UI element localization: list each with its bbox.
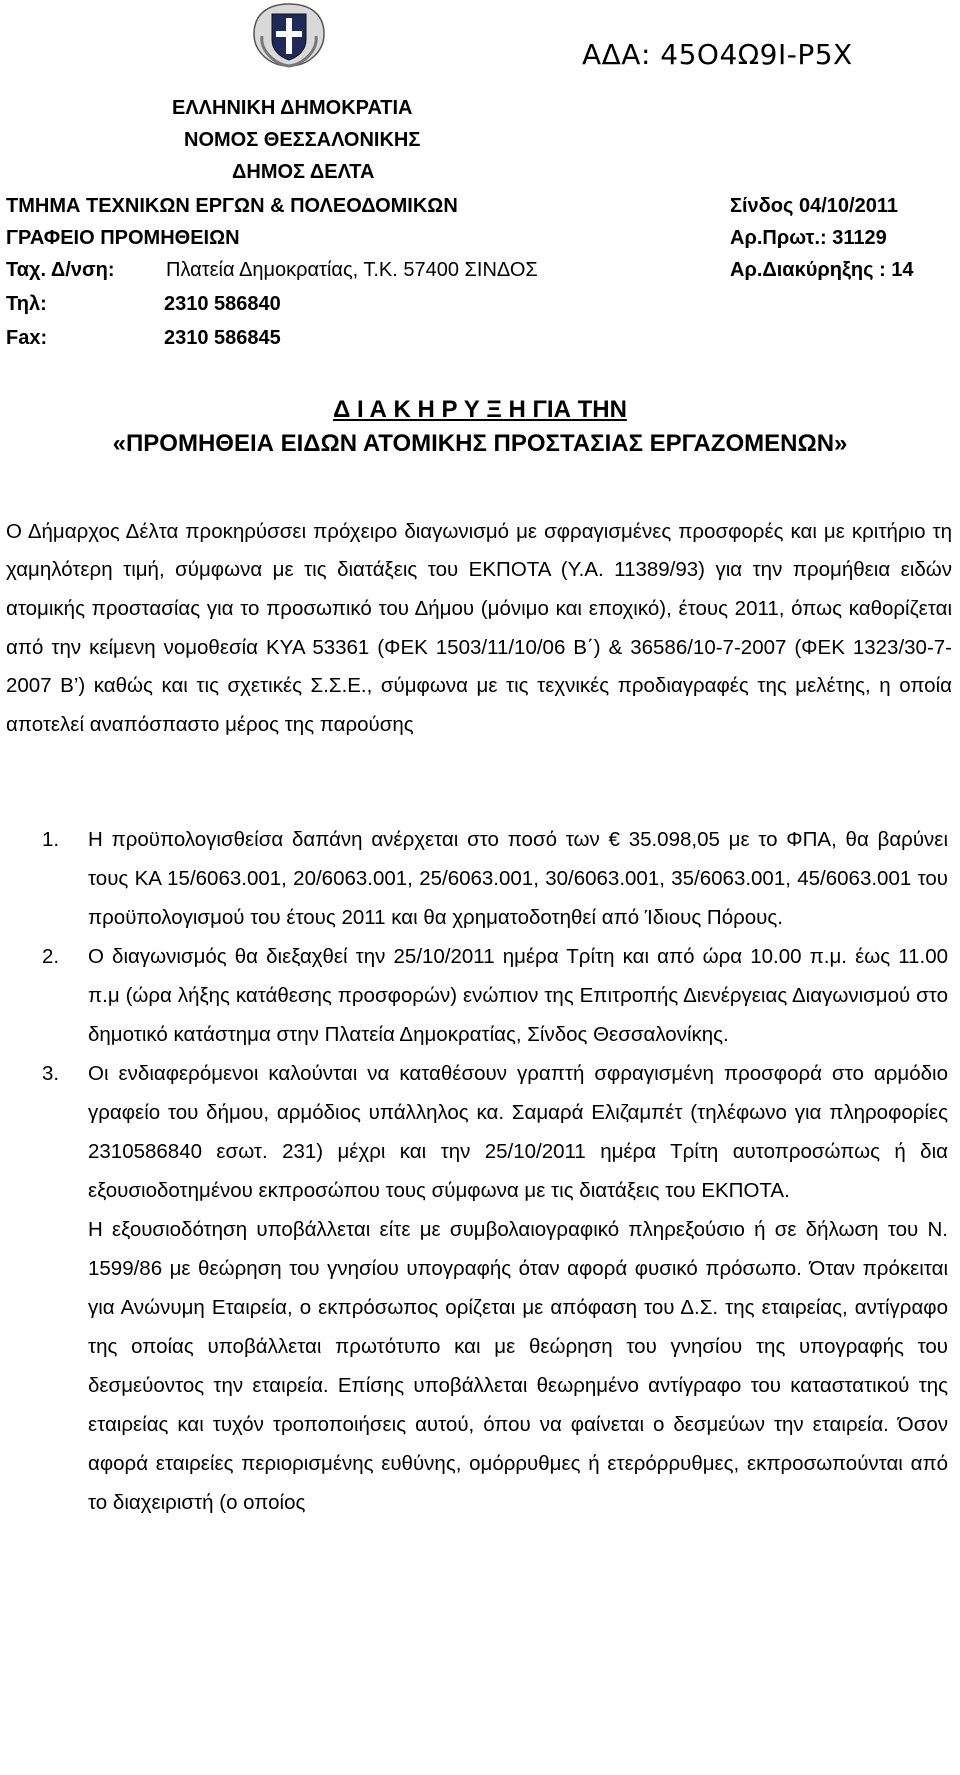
protocol-number: Αρ.Πρωτ.: 31129 bbox=[730, 227, 887, 249]
item-number: 2. bbox=[42, 945, 60, 968]
terms-list bbox=[0, 820, 960, 1522]
item-number: 1. bbox=[42, 828, 60, 851]
declaration-number: Αρ.Διακύρηξης : 14 bbox=[730, 259, 914, 281]
office-heading: ΓΡΑΦΕΙΟ ΠΡΟΜΗΘΕΙΩΝ bbox=[6, 227, 240, 249]
list-item bbox=[0, 1054, 948, 1522]
prefecture-heading: ΝΟΜΟΣ ΘΕΣΣΑΛΟΝΙΚΗΣ bbox=[184, 129, 421, 151]
fax-label: Fax: bbox=[6, 327, 48, 349]
list-item bbox=[0, 937, 948, 1054]
municipality-heading: ΔΗΜΟΣ ΔΕΛΤΑ bbox=[232, 161, 375, 183]
item-number: 3. bbox=[42, 1062, 60, 1085]
item-text-continued: Η εξουσιοδότηση υποβάλλεται είτε με συμβολαιογραφικό πληρεξούσιο ή σε δήλωση του Ν. 1599/86 με θεώρηση του γνησίου υπογραφής όταν αφορά φυσικό πρόσωπο. Όταν πρόκειται για Ανώνυμη Εταιρεία, ο εκπρόσωπος ορίζεται με απόφαση του Δ.Σ. της εταιρείας, αντίγραφο της οποίας υποβάλλεται πρωτότυπο και με θεώρηση του γνησίου της υπογραφής του δεσμεύοντος την εταιρεία. Επίσης υποβάλλεται θεωρημένο αντίγραφο του καταστατικού της εταιρείας και τυχόν τροποποιήσεις αυτού, όπου να φαίνεται ο δεσμεύων την εταιρεία. Όσον αφορά εταιρείες περιορισμένης ευθύνης, ομόρρυθμες ή ετερόρρυθμες, εκπροσωπούνται από το διαχειριστή (ο οποίος bbox=[88, 1218, 948, 1514]
republic-heading: ΕΛΛΗΝΙΚΗ ΔΗΜΟΚΡΑΤΙΑ bbox=[172, 97, 413, 119]
item-text: Η προϋπολογισθείσα δαπάνη ανέρχεται στο ποσό των € 35.098,05 με το ΦΠΑ, θα βαρύνει τους ΚΑ 15/6063.001, 20/6063.001, 25/6063.001, 30/6063.001, 35/6063.001, 45/6063.001 του προϋπολογισμού του έτους 2011 και θα χρηματοδοτηθεί από Ίδιους Πόρους. bbox=[88, 828, 948, 929]
fax-value: 2310 586845 bbox=[164, 327, 281, 349]
department-heading: ΤΜΗΜΑ ΤΕΧΝΙΚΩΝ ΕΡΓΩΝ & ΠΟΛΕΟΔΟΜΙΚΩΝ bbox=[6, 195, 458, 217]
phone-label: Τηλ: bbox=[6, 293, 47, 315]
item-text: Ο διαγωνισμός θα διεξαχθεί την 25/10/2011 ημέρα Τρίτη και από ώρα 10.00 π.μ. έως 11.00 π.μ (ώρα λήξης κατάθεσης προσφορών) ενώπιον της Επιτροπής Διενέργειας Διαγωνισμού στο δημοτικό κατάστημα στην Πλατεία Δημοκρατίας, Σίνδος Θεσσαλονίκης. bbox=[88, 945, 948, 1046]
list-item bbox=[0, 820, 948, 937]
document-subject: «ΠΡΟΜΗΘΕΙΑ ΕΙΔΩΝ ΑΤΟΜΙΚΗΣ ΠΡΟΣΤΑΣΙΑΣ ΕΡΓΑΖΟΜΕΝΩΝ» bbox=[112, 430, 848, 457]
document-title: Δ Ι Α Κ Η Ρ Υ Ξ Η ΓΙΑ ΤΗΝ bbox=[333, 396, 627, 423]
greek-coat-of-arms-emblem bbox=[248, 0, 330, 70]
phone-value: 2310 586840 bbox=[164, 293, 281, 315]
address-value: Πλατεία Δημοκρατίας, Τ.Κ. 57400 ΣΙΝΔΟΣ bbox=[166, 259, 538, 281]
item-text: Οι ενδιαφερόμενοι καλούνται να καταθέσουν γραπτή σφραγισμένη προσφορά στο αρμόδιο γραφείο του δήμου, αρμόδιος υπάλληλος κα. Σαμαρά Ελιζαμπέτ (τηλέφωνο για πληροφορίες 2310586840 εσωτ. 231) μέχρι και την 25/10/2011 ημέρα Τρίτη αυτοπροσώπως ή δια εξουσιοδοτημένου εκπροσώπου τους σύμφωνα με τις διατάξεις του ΕΚΠΟΤΑ. bbox=[88, 1062, 948, 1202]
ada-number: ΑΔΑ: 45Ο4Ω9Ι-Ρ5Χ bbox=[582, 38, 853, 71]
address-label: Ταχ. Δ/νση: bbox=[6, 259, 115, 281]
place-date: Σίνδος 04/10/2011 bbox=[730, 195, 898, 217]
intro-paragraph: Ο Δήμαρχος Δέλτα προκηρύσσει πρόχειρο διαγωνισμό με σφραγισμένες προσφορές και με κριτήριο τη χαμηλότερη τιμή, σύμφωνα με τις διατάξεις του ΕΚΠΟΤΑ (Υ.Α. 11389/93) για την προμήθεια ειδών ατομικής προστασίας για το προσωπικό του Δήμου (μόνιμο και εποχικό), έτους 2011, όπως καθορίζεται από την κείμενη νομοθεσία ΚΥΑ 53361 (ΦΕΚ 1503/11/10/06 Β΄) & 36586/10-7-2007 (ΦΕΚ 1323/30-7-2007 Β’) καθώς και τις σχετικές Σ.Σ.Ε., σύμφωνα με τις τεχνικές προδιαγραφές της μελέτης, η οποία αποτελεί αναπόσπαστο μέρος της παρούσης bbox=[6, 519, 952, 737]
